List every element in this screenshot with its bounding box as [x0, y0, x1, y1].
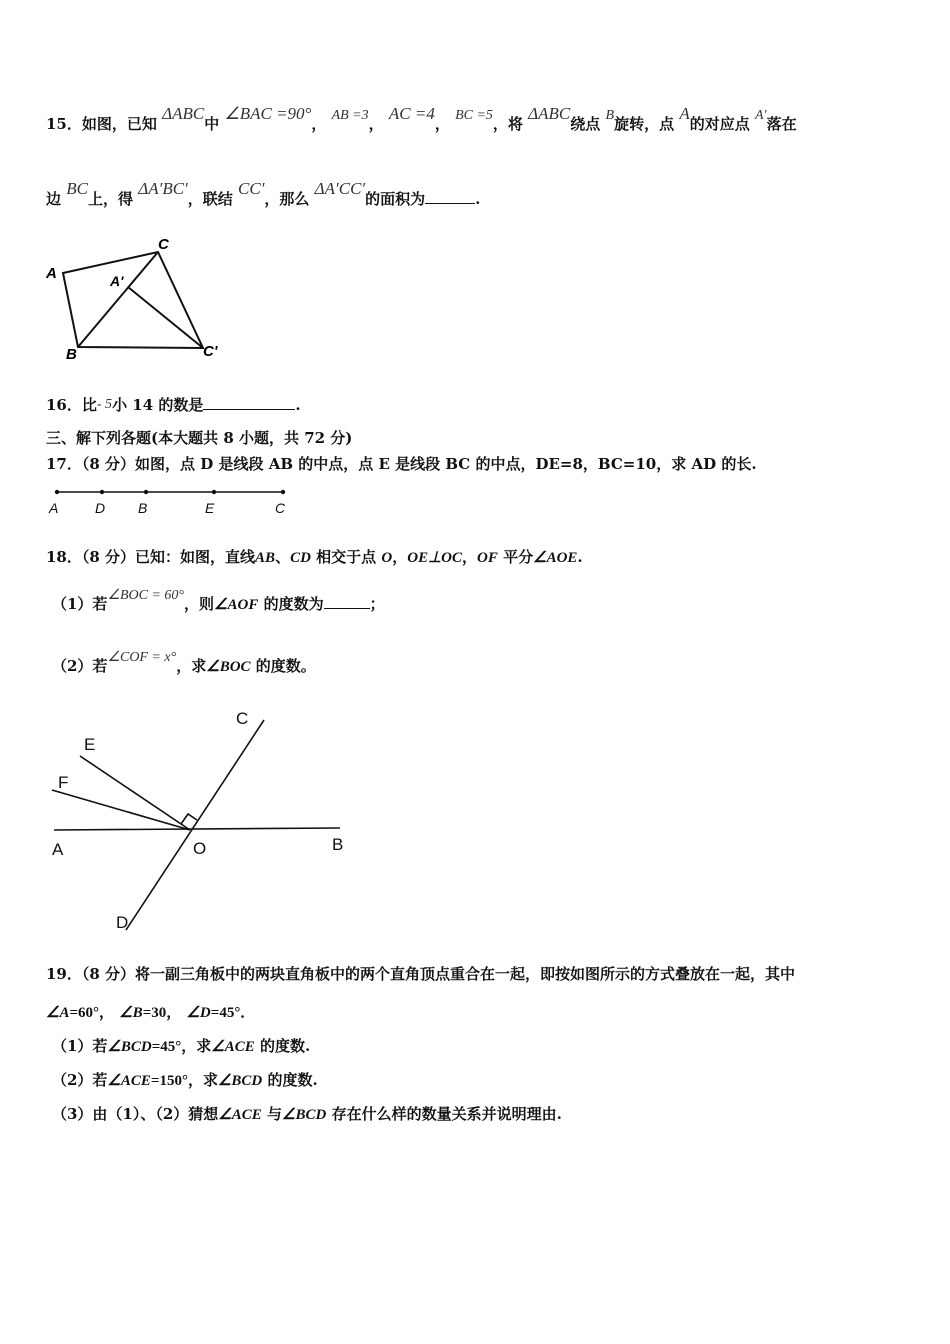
label-e: E: [205, 500, 215, 516]
math-triangle-abc: ΔABC: [162, 104, 205, 123]
q18-text: ，则: [184, 595, 215, 613]
q15-text: 绕点: [570, 115, 601, 133]
q16-text: .: [295, 396, 301, 414]
math-angle-bcd: ∠BCD: [282, 1107, 327, 1123]
label-c: C: [275, 500, 286, 516]
label-d: D: [116, 913, 129, 932]
q18-part2: [52, 650, 316, 678]
section-heading: 三、解下列各题(本大题共 8 小题，共 72 分): [46, 429, 353, 447]
right-angle-mark: [181, 814, 197, 824]
math-neg5: - 5: [96, 397, 113, 412]
math-triangle-a1bc1: ΔA′BC′: [138, 179, 188, 198]
ray-oe: [80, 756, 190, 830]
label-o: O: [193, 839, 207, 858]
q19-text: （2）若: [52, 1071, 108, 1089]
math-angle-a: ∠A: [46, 1005, 70, 1021]
q19-text: 存在什么样的数量关系并说明理由.: [331, 1105, 562, 1123]
point-d: [100, 490, 104, 494]
q18-text: 的度数。: [255, 657, 316, 675]
label-e: E: [84, 735, 96, 754]
q16-text: 小 14 的数是: [112, 396, 204, 414]
ray-of: [52, 790, 190, 830]
q17-text: 17．（8 分）如图，点 D 是线段 AB 的中点，点 E 是线段 BC 的中点，DE=8，BC=10，求 AD 的长.: [46, 455, 757, 473]
label-b: B: [138, 500, 148, 516]
point-c: [281, 490, 285, 494]
label-a: A: [52, 840, 64, 859]
math-cd: CD: [290, 550, 311, 566]
q19-text: 与: [267, 1105, 283, 1123]
math-angle-d: ∠D: [186, 1005, 211, 1021]
label-b: B: [332, 835, 344, 854]
math-angle-b: ∠B: [119, 1005, 143, 1021]
figure-q18: [40, 700, 360, 940]
q19-value: =30，: [142, 1005, 182, 1021]
segment-a1c1: [128, 287, 203, 348]
q19-part1: [52, 1036, 310, 1057]
q15-text: ，将: [492, 115, 523, 133]
label-c: C: [236, 709, 249, 728]
q19-part2: [52, 1070, 318, 1091]
label-c: C: [158, 236, 169, 253]
math-point-b: B: [605, 108, 615, 123]
q15-line2: [46, 179, 481, 209]
label-f: F: [58, 773, 69, 792]
q15-text: 的面积为: [365, 190, 426, 208]
q18-text: ；: [369, 595, 385, 613]
q16-number: 16．: [46, 396, 82, 414]
math-angle-ace: ∠ACE: [107, 1073, 151, 1089]
label-a-prime: A': [110, 273, 124, 289]
math-o: O: [381, 550, 393, 566]
q18-text: ，求: [176, 657, 207, 675]
q15-text: 的对应点: [689, 115, 750, 133]
label-c-prime: C': [203, 343, 218, 360]
math-bc: BC =5: [455, 108, 493, 123]
label-a: A: [46, 265, 57, 282]
answer-blank[interactable]: [425, 189, 475, 204]
q19-text: 的度数.: [259, 1037, 311, 1055]
q19-text: 的度数.: [267, 1071, 318, 1089]
q19-text: =150°，求: [150, 1073, 218, 1089]
q18-text: 18．（8 分）已知：如图，直线: [46, 548, 256, 566]
q18-text: 平分: [503, 548, 534, 566]
math-angle-ace: ∠ACE: [211, 1039, 255, 1055]
label-d: D: [95, 500, 106, 516]
figure-q15: [40, 230, 240, 365]
q18-text: 的度数为: [263, 595, 324, 613]
math-angle-cof: ∠COF = x°: [107, 650, 177, 665]
math-triangle-a1cc1: ΔA′CC′: [314, 179, 366, 198]
q18-text: .: [577, 548, 583, 566]
answer-blank[interactable]: [324, 594, 370, 609]
math-cc1: CC′: [238, 179, 265, 198]
q18-text: （2）若: [52, 657, 108, 675]
q15-number: 15．: [46, 115, 82, 133]
q18-text: （1）若: [52, 595, 108, 613]
math-ab: AB =3: [331, 108, 369, 123]
math-angle-boc: ∠BOC: [206, 659, 251, 675]
math-angle-bcd: ∠BCD: [217, 1073, 263, 1089]
figure-q17: [45, 482, 295, 518]
q18-text: ，: [392, 548, 408, 566]
q19-text: =45°，求: [151, 1039, 212, 1055]
math-angle-bcd: ∠BCD: [107, 1039, 152, 1055]
q18-text: 、: [275, 548, 291, 566]
math-point-a: A: [679, 104, 690, 123]
q19-value: =45°．: [210, 1005, 256, 1021]
math-triangle-abc: ΔABC: [528, 104, 571, 123]
point-e: [212, 490, 216, 494]
q15-text: ，联结: [187, 190, 233, 208]
q18-stem: [46, 547, 583, 568]
math-of: OF: [477, 550, 498, 566]
line-cd: [126, 720, 264, 930]
math-bc: BC: [66, 179, 88, 198]
q18-part1: [52, 588, 385, 616]
math-angle-boc: ∠BOC = 60°: [107, 588, 185, 603]
q15-text: ，那么: [264, 190, 310, 208]
math-oe-perp-oc: OE⊥OC: [407, 550, 463, 566]
label-a: A: [49, 500, 59, 516]
q19-value: =60°，: [69, 1005, 114, 1021]
math-angle-bac: ∠BAC =90°: [224, 104, 312, 123]
q15-text: 旋转，点: [614, 115, 675, 133]
label-b: B: [66, 346, 77, 363]
q16-line: [46, 395, 301, 417]
math-ac: AC =4: [388, 104, 435, 123]
q19-line1: 19．（8 分）将一副三角板中的两块直角板中的两个直角顶点重合在一起，即按如图所示的方式叠放在一起，其中: [46, 965, 796, 983]
q19-text: （1）若: [52, 1037, 108, 1055]
answer-blank[interactable]: [203, 395, 295, 410]
math-point-a-prime: A′: [754, 108, 767, 123]
q16-text: 比: [81, 396, 97, 414]
point-a: [55, 490, 59, 494]
quad-outline: [63, 252, 203, 348]
q15-text: .: [475, 190, 481, 208]
math-angle-ace: ∠ACE: [218, 1107, 262, 1123]
math-angle-aof: ∠AOF: [214, 597, 259, 613]
q19-line2: [46, 1002, 255, 1023]
q19-part3: [52, 1104, 562, 1125]
q18-text: 相交于点: [316, 548, 377, 566]
q15-text: 边: [46, 190, 62, 208]
q18-text: ，: [462, 548, 478, 566]
math-angle-aoe: ∠AOE: [533, 550, 578, 566]
line-ab: [54, 828, 340, 830]
q15-text: 上，得: [87, 190, 133, 208]
q19-text: （3）由（1）、（2）猜想: [52, 1105, 219, 1123]
q15-text: 如图，已知: [81, 115, 157, 133]
q15-text: 中: [204, 115, 220, 133]
point-b: [144, 490, 148, 494]
math-ab: AB: [255, 550, 276, 566]
q15-text: 落在: [766, 115, 797, 133]
q15-line1: 15．如图，已知 ΔABC中 ∠BAC =90°， AB =3， AC =4， BC =5，将 ΔABC绕点 B旋转，点 A的对应点 A′落在: [46, 104, 797, 133]
